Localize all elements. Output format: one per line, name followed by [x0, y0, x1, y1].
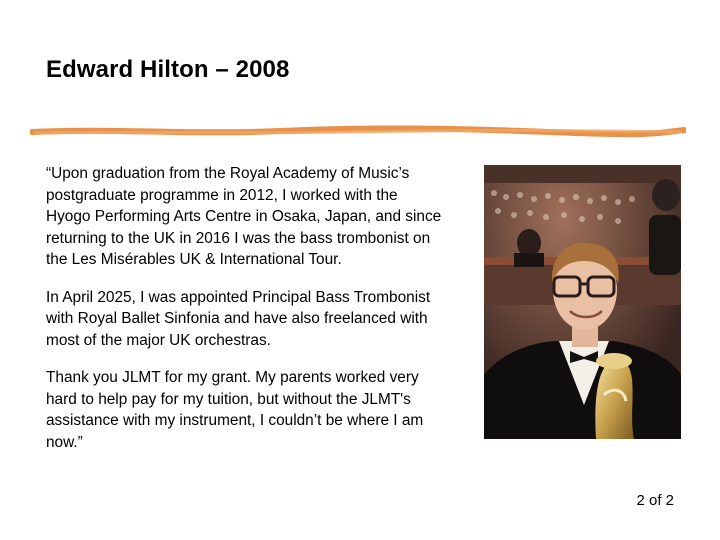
page-number: 2 of 2: [636, 492, 674, 509]
orange-brush-divider: [30, 125, 686, 139]
portrait-photo: [484, 165, 681, 439]
slide-title: Edward Hilton – 2008: [46, 56, 290, 83]
paragraph-2: In April 2025, I was appointed Principal Bass Trombonist with Royal Ballet Sinfonia and have also freelanced with most of the major UK orchestras.: [46, 288, 431, 349]
portrait-illustration: [484, 165, 681, 439]
paragraph-3: Thank you JLMT for my grant. My parents worked very hard to help pay for my tuition, but without the JLMT's assistance with my instrument, I couldn’t be where I am now.”: [46, 369, 424, 451]
testimonial-text: [46, 163, 446, 469]
paragraph-1: “Upon graduation from the Royal Academy of Music’s postgraduate programme in 2012, I worked with the Hyogo Performing Arts Centre in Osaka, Japan, and since returning to the UK in 2016 I was the bass trombonist on the Les Misérables UK & International Tour.: [46, 165, 442, 268]
